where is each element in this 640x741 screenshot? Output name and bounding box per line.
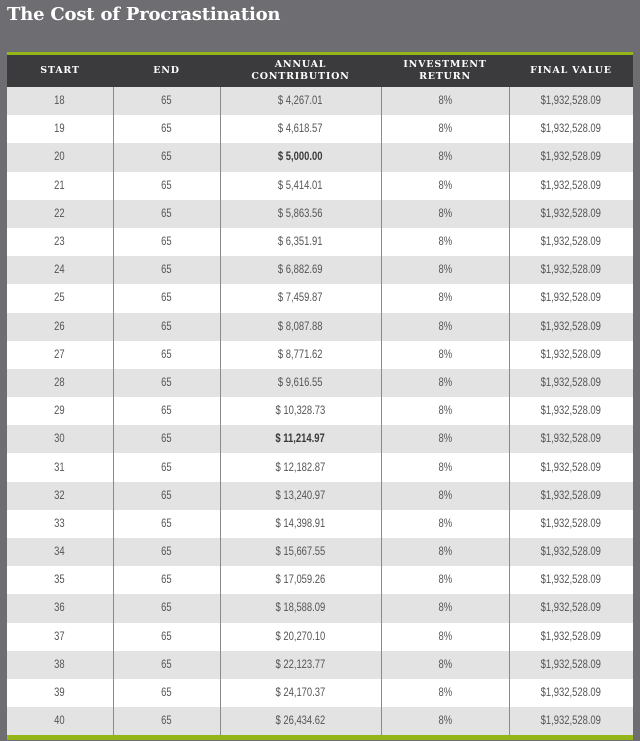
final-value-cell xyxy=(509,115,633,143)
start-age-cell-text: 33 xyxy=(54,517,65,530)
end-age-cell xyxy=(113,200,220,228)
start-age-cell xyxy=(7,623,113,651)
annual-contribution-cell xyxy=(220,341,381,369)
investment-return-cell xyxy=(381,651,509,679)
final-value-cell-text: $1,932,528.09 xyxy=(541,461,602,474)
final-value-cell-text: $1,932,528.09 xyxy=(541,574,602,587)
investment-return-cell xyxy=(381,256,509,284)
end-age-cell-text: 65 xyxy=(161,546,172,559)
end-age-cell-text: 65 xyxy=(161,630,172,643)
start-age-cell xyxy=(7,313,113,341)
end-age-cell-text: 65 xyxy=(161,264,172,277)
end-age-cell-text: 65 xyxy=(161,207,172,220)
end-age-cell-text: 65 xyxy=(161,602,172,615)
annual-contribution-cell-text: $ 22,123.77 xyxy=(275,658,326,671)
investment-return-cell-text: 8% xyxy=(438,320,452,333)
start-age-cell-text: 39 xyxy=(54,687,65,700)
annual-contribution-cell-text: $ 5,000.00 xyxy=(278,151,323,164)
investment-return-cell xyxy=(381,228,509,256)
annual-contribution-cell-text: $ 14,398.91 xyxy=(275,517,326,530)
start-age-cell-text: 18 xyxy=(54,95,65,108)
investment-return-cell xyxy=(381,510,509,538)
table-row xyxy=(7,172,633,200)
table-body xyxy=(7,87,633,735)
annual-contribution-cell-text: $ 24,170.37 xyxy=(275,687,326,700)
end-age-cell xyxy=(113,172,220,200)
end-age-cell xyxy=(113,143,220,171)
column-header-line2: CONTRIBUTION xyxy=(251,71,350,82)
investment-return-cell xyxy=(381,369,509,397)
annual-contribution-cell-text: $ 13,240.97 xyxy=(275,489,326,502)
annual-contribution-cell-text: $ 9,616.55 xyxy=(278,376,323,389)
investment-return-cell-text: 8% xyxy=(438,376,452,389)
start-age-cell xyxy=(7,594,113,622)
start-age-cell-text: 21 xyxy=(54,179,65,192)
investment-return-cell xyxy=(381,143,509,171)
table-row xyxy=(7,679,633,707)
start-age-cell xyxy=(7,425,113,453)
start-age-cell-text: 24 xyxy=(54,264,65,277)
end-age-cell-text: 65 xyxy=(161,151,172,164)
end-age-cell xyxy=(113,115,220,143)
final-value-cell-text: $1,932,528.09 xyxy=(541,348,602,361)
annual-contribution-cell xyxy=(220,538,381,566)
table-row xyxy=(7,482,633,510)
start-age-cell-text: 28 xyxy=(54,376,65,389)
final-value-cell xyxy=(509,707,633,735)
start-age-cell xyxy=(7,651,113,679)
start-age-cell-text: 30 xyxy=(54,433,65,446)
start-age-cell-text: 25 xyxy=(54,292,65,305)
final-value-cell xyxy=(509,425,633,453)
final-value-cell-text: $1,932,528.09 xyxy=(541,489,602,502)
investment-return-cell-text: 8% xyxy=(438,405,452,418)
annual-contribution-cell xyxy=(220,397,381,425)
annual-contribution-cell xyxy=(220,115,381,143)
investment-return-cell-text: 8% xyxy=(438,546,452,559)
start-age-cell-text: 38 xyxy=(54,658,65,671)
table-row xyxy=(7,397,633,425)
start-age-cell-text: 36 xyxy=(54,602,65,615)
end-age-cell xyxy=(113,425,220,453)
final-value-cell xyxy=(509,256,633,284)
annual-contribution-cell xyxy=(220,256,381,284)
end-age-cell xyxy=(113,566,220,594)
column-header-line1: FINAL VALUE xyxy=(530,65,612,76)
end-age-cell xyxy=(113,482,220,510)
end-age-cell xyxy=(113,707,220,735)
investment-return-cell xyxy=(381,538,509,566)
annual-contribution-cell xyxy=(220,623,381,651)
end-age-cell xyxy=(113,341,220,369)
table-row xyxy=(7,453,633,481)
final-value-cell xyxy=(509,200,633,228)
annual-contribution-cell-text: $ 7,459.87 xyxy=(278,292,323,305)
table-row xyxy=(7,284,633,312)
investment-return-cell xyxy=(381,707,509,735)
end-age-cell xyxy=(113,538,220,566)
final-value-cell xyxy=(509,313,633,341)
end-age-cell-text: 65 xyxy=(161,95,172,108)
end-age-cell-text: 65 xyxy=(161,658,172,671)
table-row xyxy=(7,115,633,143)
end-age-cell xyxy=(113,256,220,284)
end-age-cell xyxy=(113,228,220,256)
investment-return-cell xyxy=(381,397,509,425)
investment-return-cell xyxy=(381,482,509,510)
end-age-cell xyxy=(113,369,220,397)
end-age-cell-text: 65 xyxy=(161,461,172,474)
annual-contribution-cell-text: $ 18,588.09 xyxy=(275,602,326,615)
annual-contribution-cell-text: $ 8,771.62 xyxy=(278,348,323,361)
column-header-annual-contribution xyxy=(220,55,381,87)
end-age-cell xyxy=(113,397,220,425)
annual-contribution-cell-text: $ 11,214.97 xyxy=(275,433,326,446)
end-age-cell-text: 65 xyxy=(161,489,172,502)
investment-return-cell xyxy=(381,623,509,651)
investment-return-cell-text: 8% xyxy=(438,461,452,474)
table-row xyxy=(7,538,633,566)
final-value-cell xyxy=(509,87,633,115)
start-age-cell-text: 29 xyxy=(54,405,65,418)
start-age-cell-text: 26 xyxy=(54,320,65,333)
final-value-cell xyxy=(509,538,633,566)
annual-contribution-cell xyxy=(220,566,381,594)
final-value-cell-text: $1,932,528.09 xyxy=(541,546,602,559)
start-age-cell xyxy=(7,679,113,707)
final-value-cell xyxy=(509,284,633,312)
investment-return-cell-text: 8% xyxy=(438,95,452,108)
investment-return-cell-text: 8% xyxy=(438,687,452,700)
column-header-line1: START xyxy=(40,65,80,76)
start-age-cell xyxy=(7,510,113,538)
investment-return-cell-text: 8% xyxy=(438,574,452,587)
start-age-cell xyxy=(7,707,113,735)
table-row xyxy=(7,651,633,679)
final-value-cell-text: $1,932,528.09 xyxy=(541,687,602,700)
final-value-cell xyxy=(509,651,633,679)
table-row xyxy=(7,200,633,228)
end-age-cell-text: 65 xyxy=(161,236,172,249)
start-age-cell xyxy=(7,341,113,369)
annual-contribution-cell xyxy=(220,172,381,200)
final-value-cell xyxy=(509,510,633,538)
end-age-cell-text: 65 xyxy=(161,292,172,305)
investment-return-cell-text: 8% xyxy=(438,151,452,164)
start-age-cell xyxy=(7,284,113,312)
investment-return-cell-text: 8% xyxy=(438,630,452,643)
table-row xyxy=(7,510,633,538)
annual-contribution-cell xyxy=(220,453,381,481)
final-value-cell xyxy=(509,341,633,369)
investment-return-cell xyxy=(381,566,509,594)
start-age-cell xyxy=(7,200,113,228)
end-age-cell xyxy=(113,594,220,622)
annual-contribution-cell xyxy=(220,143,381,171)
table-row xyxy=(7,425,633,453)
final-value-cell-text: $1,932,528.09 xyxy=(541,433,602,446)
table-bottom-accent-bar xyxy=(7,735,633,740)
annual-contribution-cell xyxy=(220,651,381,679)
start-age-cell xyxy=(7,256,113,284)
end-age-cell-text: 65 xyxy=(161,574,172,587)
final-value-cell xyxy=(509,566,633,594)
annual-contribution-cell-text: $ 4,267.01 xyxy=(278,95,323,108)
final-value-cell xyxy=(509,482,633,510)
final-value-cell xyxy=(509,397,633,425)
start-age-cell xyxy=(7,228,113,256)
table-row xyxy=(7,143,633,171)
start-age-cell xyxy=(7,369,113,397)
final-value-cell-text: $1,932,528.09 xyxy=(541,95,602,108)
end-age-cell-text: 65 xyxy=(161,320,172,333)
end-age-cell-text: 65 xyxy=(161,687,172,700)
final-value-cell-text: $1,932,528.09 xyxy=(541,405,602,418)
start-age-cell xyxy=(7,538,113,566)
investment-return-cell xyxy=(381,87,509,115)
investment-return-cell-text: 8% xyxy=(438,348,452,361)
end-age-cell xyxy=(113,284,220,312)
final-value-cell-text: $1,932,528.09 xyxy=(541,602,602,615)
investment-return-cell-text: 8% xyxy=(438,207,452,220)
table-header xyxy=(7,55,633,87)
table-row xyxy=(7,87,633,115)
start-age-cell xyxy=(7,87,113,115)
annual-contribution-cell xyxy=(220,369,381,397)
investment-return-cell xyxy=(381,200,509,228)
end-age-cell xyxy=(113,510,220,538)
start-age-cell-text: 23 xyxy=(54,236,65,249)
table-row xyxy=(7,594,633,622)
investment-return-cell-text: 8% xyxy=(438,517,452,530)
final-value-cell-text: $1,932,528.09 xyxy=(541,179,602,192)
annual-contribution-cell xyxy=(220,707,381,735)
investment-return-cell xyxy=(381,115,509,143)
investment-return-cell xyxy=(381,453,509,481)
final-value-cell xyxy=(509,369,633,397)
end-age-cell xyxy=(113,679,220,707)
final-value-cell-text: $1,932,528.09 xyxy=(541,292,602,305)
end-age-cell-text: 65 xyxy=(161,433,172,446)
final-value-cell xyxy=(509,453,633,481)
investment-return-cell-text: 8% xyxy=(438,602,452,615)
investment-return-cell-text: 8% xyxy=(438,292,452,305)
start-age-cell-text: 31 xyxy=(54,461,65,474)
final-value-cell xyxy=(509,594,633,622)
final-value-cell-text: $1,932,528.09 xyxy=(541,207,602,220)
column-header-line1: INVESTMENT xyxy=(403,59,487,70)
end-age-cell xyxy=(113,313,220,341)
end-age-cell-text: 65 xyxy=(161,348,172,361)
column-header-investment-return xyxy=(381,55,509,87)
start-age-cell-text: 34 xyxy=(54,546,65,559)
annual-contribution-cell xyxy=(220,510,381,538)
investment-return-cell xyxy=(381,594,509,622)
investment-return-cell-text: 8% xyxy=(438,715,452,728)
annual-contribution-cell-text: $ 20,270.10 xyxy=(275,630,326,643)
start-age-cell xyxy=(7,453,113,481)
start-age-cell xyxy=(7,482,113,510)
start-age-cell xyxy=(7,143,113,171)
column-header-line1: ANNUAL xyxy=(274,59,327,70)
header-row xyxy=(7,55,633,87)
data-table xyxy=(7,55,633,735)
annual-contribution-cell-text: $ 26,434.62 xyxy=(275,715,326,728)
final-value-cell-text: $1,932,528.09 xyxy=(541,151,602,164)
end-age-cell-text: 65 xyxy=(161,179,172,192)
annual-contribution-cell-text: $ 6,351.91 xyxy=(278,236,323,249)
annual-contribution-cell-text: $ 4,618.57 xyxy=(278,123,323,136)
investment-return-cell xyxy=(381,172,509,200)
column-header-end xyxy=(113,55,220,87)
investment-return-cell-text: 8% xyxy=(438,236,452,249)
end-age-cell-text: 65 xyxy=(161,376,172,389)
start-age-cell-text: 19 xyxy=(54,123,65,136)
final-value-cell-text: $1,932,528.09 xyxy=(541,320,602,333)
final-value-cell-text: $1,932,528.09 xyxy=(541,630,602,643)
annual-contribution-cell-text: $ 8,087.88 xyxy=(278,320,323,333)
procrastination-table xyxy=(7,52,633,740)
investment-return-cell xyxy=(381,341,509,369)
final-value-cell-text: $1,932,528.09 xyxy=(541,264,602,277)
annual-contribution-cell xyxy=(220,200,381,228)
end-age-cell-text: 65 xyxy=(161,517,172,530)
column-header-line1: END xyxy=(153,65,180,76)
annual-contribution-cell-text: $ 15,667.55 xyxy=(275,546,326,559)
start-age-cell xyxy=(7,397,113,425)
start-age-cell-text: 40 xyxy=(54,715,65,728)
end-age-cell-text: 65 xyxy=(161,715,172,728)
annual-contribution-cell xyxy=(220,284,381,312)
end-age-cell xyxy=(113,651,220,679)
investment-return-cell-text: 8% xyxy=(438,489,452,502)
investment-return-cell xyxy=(381,313,509,341)
final-value-cell xyxy=(509,679,633,707)
start-age-cell-text: 20 xyxy=(54,151,65,164)
start-age-cell-text: 37 xyxy=(54,630,65,643)
annual-contribution-cell xyxy=(220,228,381,256)
table-row xyxy=(7,623,633,651)
investment-return-cell-text: 8% xyxy=(438,658,452,671)
end-age-cell xyxy=(113,623,220,651)
annual-contribution-cell-text: $ 12,182.87 xyxy=(275,461,326,474)
final-value-cell-text: $1,932,528.09 xyxy=(541,236,602,249)
start-age-cell xyxy=(7,172,113,200)
final-value-cell xyxy=(509,143,633,171)
start-age-cell-text: 22 xyxy=(54,207,65,220)
final-value-cell xyxy=(509,228,633,256)
end-age-cell-text: 65 xyxy=(161,405,172,418)
end-age-cell xyxy=(113,87,220,115)
start-age-cell xyxy=(7,566,113,594)
start-age-cell-text: 35 xyxy=(54,574,65,587)
table-row xyxy=(7,256,633,284)
final-value-cell-text: $1,932,528.09 xyxy=(541,376,602,389)
table-row xyxy=(7,341,633,369)
annual-contribution-cell-text: $ 5,414.01 xyxy=(278,179,323,192)
investment-return-cell-text: 8% xyxy=(438,433,452,446)
final-value-cell-text: $1,932,528.09 xyxy=(541,715,602,728)
start-age-cell-text: 32 xyxy=(54,489,65,502)
annual-contribution-cell xyxy=(220,679,381,707)
end-age-cell xyxy=(113,453,220,481)
final-value-cell xyxy=(509,172,633,200)
investment-return-cell-text: 8% xyxy=(438,123,452,136)
column-header-final-value xyxy=(509,55,633,87)
annual-contribution-cell xyxy=(220,482,381,510)
table-row xyxy=(7,228,633,256)
end-age-cell-text: 65 xyxy=(161,123,172,136)
table-row xyxy=(7,313,633,341)
investment-return-cell xyxy=(381,425,509,453)
final-value-cell-text: $1,932,528.09 xyxy=(541,123,602,136)
annual-contribution-cell-text: $ 10,328.73 xyxy=(275,405,326,418)
table-row xyxy=(7,566,633,594)
page-title: The Cost of Procrastination xyxy=(7,4,281,25)
investment-return-cell-text: 8% xyxy=(438,179,452,192)
table-row xyxy=(7,369,633,397)
table-row xyxy=(7,707,633,735)
annual-contribution-cell-text: $ 5,863.56 xyxy=(278,207,323,220)
final-value-cell xyxy=(509,623,633,651)
annual-contribution-cell-text: $ 17,059.26 xyxy=(275,574,326,587)
annual-contribution-cell-text: $ 6,882.69 xyxy=(278,264,323,277)
column-header-line2: RETURN xyxy=(419,71,471,82)
final-value-cell-text: $1,932,528.09 xyxy=(541,658,602,671)
start-age-cell-text: 27 xyxy=(54,348,65,361)
investment-return-cell xyxy=(381,284,509,312)
investment-return-cell-text: 8% xyxy=(438,264,452,277)
annual-contribution-cell xyxy=(220,594,381,622)
investment-return-cell xyxy=(381,679,509,707)
start-age-cell xyxy=(7,115,113,143)
annual-contribution-cell xyxy=(220,313,381,341)
annual-contribution-cell xyxy=(220,87,381,115)
annual-contribution-cell xyxy=(220,425,381,453)
final-value-cell-text: $1,932,528.09 xyxy=(541,517,602,530)
column-header-start xyxy=(7,55,113,87)
